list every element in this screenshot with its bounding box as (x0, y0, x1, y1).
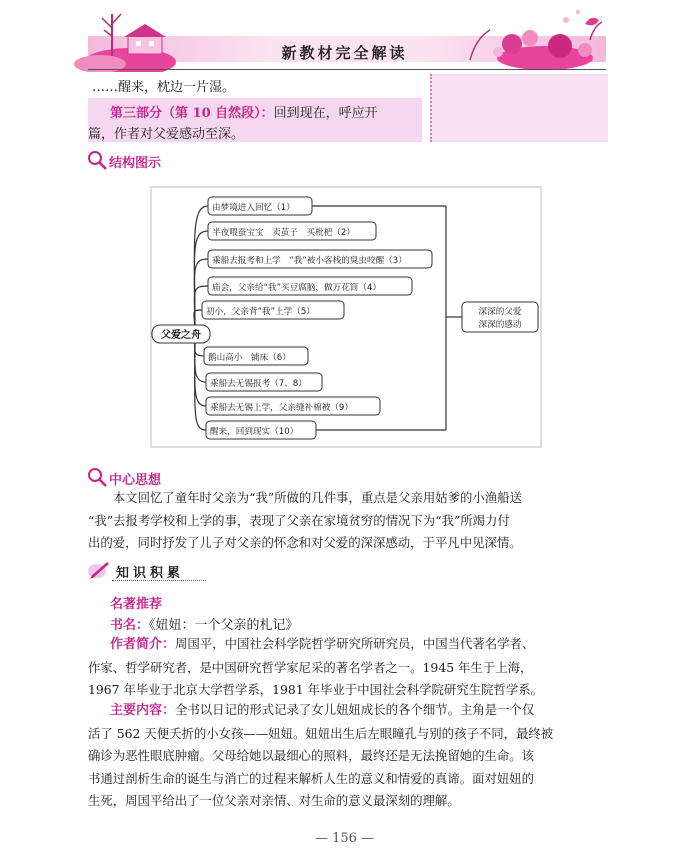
content-label: 主要内容： (110, 703, 176, 718)
structure-item: 半夜喂蚕宝宝 卖茧子 买枇杷（2） (212, 228, 355, 238)
text-line: 生死，周国平给出了一位父亲对亲情、对生命的意义最深刻的理解。 (88, 793, 460, 808)
content-text: 全书以日记的形式记录了女儿妞妞成长的各个细节。主角是一个仅 (175, 702, 535, 717)
structure-item: 乘船去无锡上学，父亲缝补棉被（9） (210, 403, 353, 413)
structure-mindmap (150, 186, 542, 448)
text-line: ……醒来，枕边一片湿。 (92, 80, 236, 95)
result-line-2: 深深的感动 (478, 320, 522, 330)
part3-label: 第三部分（第 10 自然段）： (110, 106, 274, 121)
author-label: 作者简介： (110, 637, 176, 652)
knowledge-heading: 知识积累 (116, 566, 185, 581)
text-line: “我”去报考学校和上学的事，表现了父亲在家境贫穷的情况下为“我”所竭力付 (88, 512, 510, 528)
center-node: 父爱之舟 (161, 330, 201, 341)
text-line: 作家、哲学研究者，是中国研究哲学家尼采的著名学者之一。1945 年生于上海， (88, 659, 533, 675)
structure-item: 乘船去报考和上学 “我”被小客栈的臭虫咬醒（3） (212, 256, 407, 266)
structure-item: 庙会，父亲给“我”买豆腐脑，做万花筒（4） (212, 283, 382, 293)
author-paragraph (88, 633, 606, 702)
content-paragraph (88, 699, 606, 813)
recommend-heading: 名著推荐 (110, 597, 163, 612)
book-name: 《妞妞：一个父亲的札记》 (149, 618, 299, 633)
header-rule (88, 69, 606, 70)
book-line (110, 614, 299, 633)
author-text: 周国平，中国社会科学院哲学研究所研究员，中国当代著名学者、 (175, 636, 535, 651)
part3-text: 回到现在，呼应开 (273, 106, 378, 121)
structure-item: 醒来，回到现实（10） (210, 427, 299, 437)
structure-item: 鹅山高小 铺床（6） (208, 353, 291, 363)
text-line: 出的爱，同时抒发了儿子对父亲的怀念和对父爱的深深感动，于平凡中见深情。 (88, 535, 522, 550)
text-line: 书通过剖析生命的诞生与消亡的过程来解析人生的意义和情爱的真谛。面对妞妞的 (88, 770, 535, 786)
central-idea-heading: 中心思想 (109, 473, 162, 488)
knowledge-underline (112, 580, 206, 581)
page-header (0, 0, 689, 72)
text-line (88, 699, 606, 723)
text-line: 本文回忆了童年时父亲为“我”所做的几件事，重点是父亲用姑爹的小渔船送 (112, 490, 522, 505)
part3-line-2: 篇，作者对父爱感动至深。 (88, 127, 245, 142)
central-idea-paragraph (88, 487, 606, 555)
structure-heading: 结构图示 (109, 156, 162, 171)
structure-item: 初小，父亲背“我”上学（5） (206, 307, 315, 317)
text-line (88, 633, 606, 657)
text-line: 确诊为恶性眼底肿瘤。父母给她以最细心的照料，最终还是无法挽留她的生命。该 (88, 748, 535, 763)
magnifier-icon (86, 149, 108, 171)
book-title: 新教材完全解读 (281, 44, 408, 62)
text-line: 1967 年毕业于北京大学哲学系，1981 年毕业于中国社会科学院研究生院哲学系。 (88, 682, 544, 697)
structure-item: 乘船去无锡报考（7、8） (210, 379, 307, 389)
page-number: — 156 — (314, 831, 375, 846)
structure-item: 由梦境进入回忆（1） (212, 203, 295, 213)
margin-note-box (430, 74, 608, 142)
text-line: 活了 562 天便夭折的小女孩——妞妞。妞妞出生后左眼瞳孔与别的孩子不同，最终被 (88, 725, 554, 741)
part3-line (110, 102, 378, 121)
result-line-1: 深深的父爱 (478, 307, 522, 317)
pen-icon (86, 559, 112, 581)
book-label: 书名： (110, 618, 150, 633)
magnifier-icon (86, 466, 108, 488)
